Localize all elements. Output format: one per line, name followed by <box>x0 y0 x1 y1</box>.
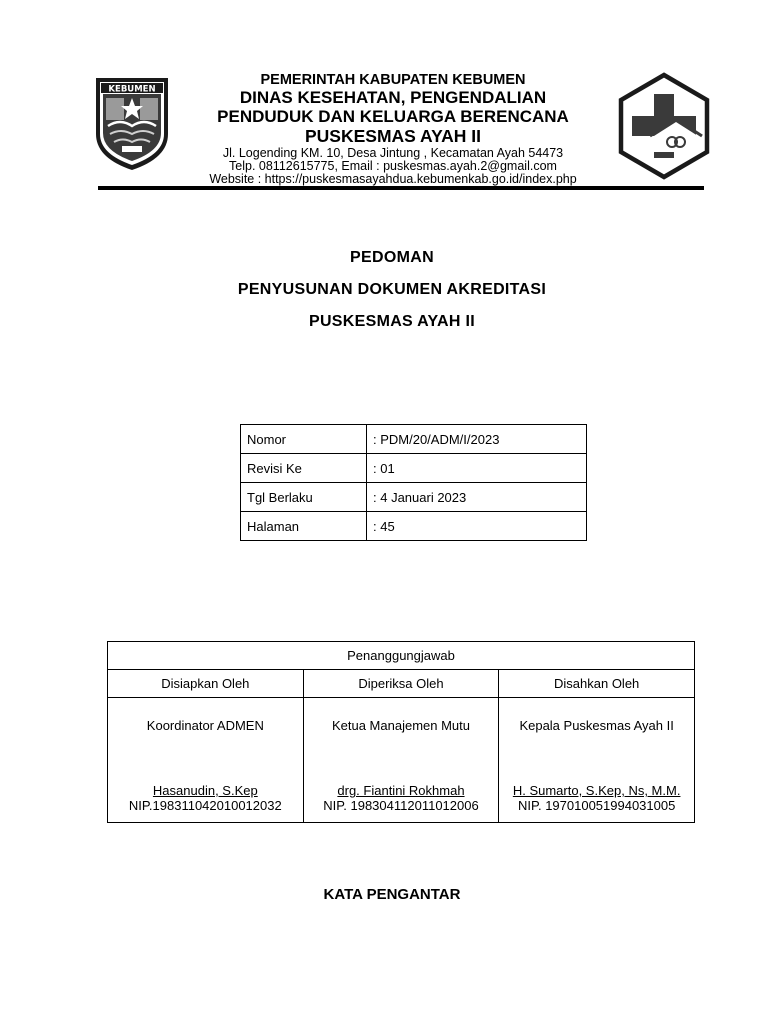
document-institution-title: PUSKESMAS AYAH II <box>308 313 476 330</box>
signature-cell-checked <box>303 698 499 823</box>
letterhead-department-line1: DINAS KESEHATAN, PENGENDALIAN <box>239 88 547 107</box>
role-approved-by: Disahkan Oleh <box>499 670 695 698</box>
signatory-position: Kepala Puskesmas Ayah II <box>519 718 674 733</box>
role-checked-by: Diperiksa Oleh <box>303 670 499 698</box>
section-heading: KATA PENGANTAR <box>323 886 461 903</box>
kebumen-regency-crest-icon <box>92 74 172 172</box>
signatory-name: H. Sumarto, S.Kep, Ns, M.M. <box>512 783 681 798</box>
signatory-position: Ketua Manajemen Mutu <box>331 718 470 733</box>
signature-cell-approved <box>499 698 695 823</box>
signatory-name: Hasanudin, S.Kep <box>152 783 258 798</box>
signatory-name: drg. Fiantini Rokhmah <box>337 783 465 798</box>
table-row <box>108 670 695 698</box>
doc-number-label: Nomor <box>241 425 367 454</box>
document-subject-title: PENYUSUNAN DOKUMEN AKREDITASI <box>237 281 547 298</box>
signatory-nip: NIP. 197010051994031005 <box>517 798 676 813</box>
doc-effective-date-value: : 4 Januari 2023 <box>367 483 587 512</box>
doc-pages-label: Halaman <box>241 512 367 541</box>
responsibility-header: Penanggungjawab <box>108 642 695 670</box>
letterhead-institution: PUSKESMAS AYAH II <box>304 126 482 146</box>
letterhead-divider <box>98 186 704 190</box>
puskesmas-cross-house-icon <box>616 72 712 180</box>
svg-text:KEBUMEN: KEBUMEN <box>108 84 156 95</box>
letterhead-address: Jl. Logending KM. 10, Desa Jintung , Kecamatan Ayah 54473 <box>222 146 564 160</box>
doc-revision-value: : 01 <box>367 454 587 483</box>
table-row <box>241 483 587 512</box>
letterhead-contact: Telp. 08112615775, Email : puskesmas.ayah.2@gmail.com <box>229 159 557 173</box>
signatory-nip: NIP. 198304112011012006 <box>323 798 479 813</box>
table-row <box>241 454 587 483</box>
document-type-title: PEDOMAN <box>350 249 434 266</box>
table-row <box>108 642 695 670</box>
doc-effective-date-label: Tgl Berlaku <box>241 483 367 512</box>
letterhead-government: PEMERINTAH KABUPATEN KEBUMEN <box>260 72 526 88</box>
letterhead-department-line2: PENDUDUK DAN KELUARGA BERENCANA <box>217 107 569 126</box>
document-info-table <box>240 424 587 541</box>
signatory-nip: NIP.198311042010012032 <box>128 798 282 813</box>
doc-number-value: : PDM/20/ADM/I/2023 <box>367 425 587 454</box>
letterhead-website: Website : https://puskesmasayahdua.kebumenkab.go.id/index.php <box>209 172 577 186</box>
table-row <box>241 425 587 454</box>
table-row <box>241 512 587 541</box>
doc-revision-label: Revisi Ke <box>241 454 367 483</box>
table-row <box>108 698 695 823</box>
responsibility-table <box>107 641 695 823</box>
signatory-position: Koordinator ADMEN <box>146 718 264 733</box>
role-prepared-by: Disiapkan Oleh <box>108 670 304 698</box>
doc-pages-value: : 45 <box>367 512 587 541</box>
signature-cell-prepared <box>108 698 304 823</box>
